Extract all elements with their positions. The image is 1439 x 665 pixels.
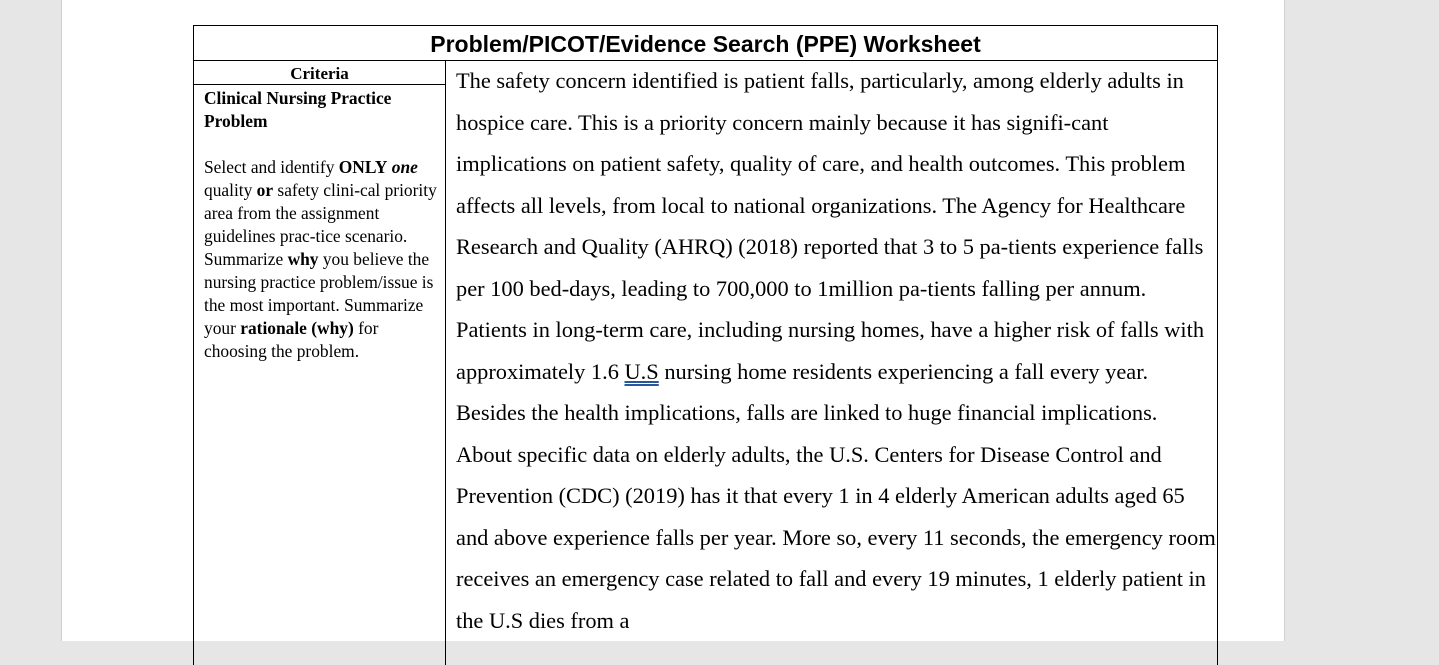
ppe-worksheet-table (193, 25, 1218, 665)
flagged-word[interactable]: U.S (624, 358, 659, 384)
criteria-heading: Clinical Nursing Practice Problem (204, 88, 392, 131)
instr-text: for choosing the problem. (204, 318, 379, 361)
instr-bold-only: ONLY (338, 157, 388, 177)
criteria-column (194, 61, 446, 665)
instr-bold-rationale: rationale (why) (240, 318, 354, 338)
criteria-instructions (204, 156, 445, 363)
response-cell[interactable] (456, 61, 1216, 641)
instr-bold-italic-one: one (391, 157, 418, 177)
document-page (61, 0, 1285, 641)
instr-text: quality (204, 180, 257, 200)
response-paragraph (456, 60, 1216, 641)
criteria-header: Criteria (194, 61, 445, 85)
instr-bold-why: why (287, 249, 319, 269)
instr-text: Select and identify (204, 157, 339, 177)
instr-text: safety clini-cal priority area from the assignment guidelines prac-tice scenario. Summarize (204, 180, 437, 269)
response-text: The safety concern identified is patient falls, particularly, among elderly adults in hospice care. This is a priority concern mainly because it has signifi-cant implications on patient safety, quality of care, and health outcomes. This problem affects all levels, from local to national organizations. The Agency for Healthcare Research and Quality (AHRQ) (2018) reported that 3 to 5 pa-tients experience falls per 100 bed-days, leading to 700,000 to 1million pa-tients falling per annum. Patients in long-term care, including nursing homes, have a higher risk of falls with approximately 1.6 (456, 68, 1205, 384)
response-text: nursing home residents experiencing a fall every year. Besides the health implications, falls are linked to huge financial implications. About specific data on elderly adults, the U.S. Centers for Disease Control and Prevention (CDC) (2019) has it that every 1 in 4 elderly American adults aged 65 and above experience falls per year. More so, every 11 seconds, the emergency room receives an emergency case related to fall and every 19 minutes, 1 elderly patient in the U.S dies from a (456, 358, 1216, 633)
worksheet-title: Problem/PICOT/Evidence Search (PPE) Worksheet (194, 26, 1217, 61)
instr-text: you believe the nursing practice problem/issue is the most important. Summarize your (204, 249, 434, 338)
criteria-cell[interactable] (194, 85, 445, 363)
instr-bold-or: or (256, 180, 274, 200)
